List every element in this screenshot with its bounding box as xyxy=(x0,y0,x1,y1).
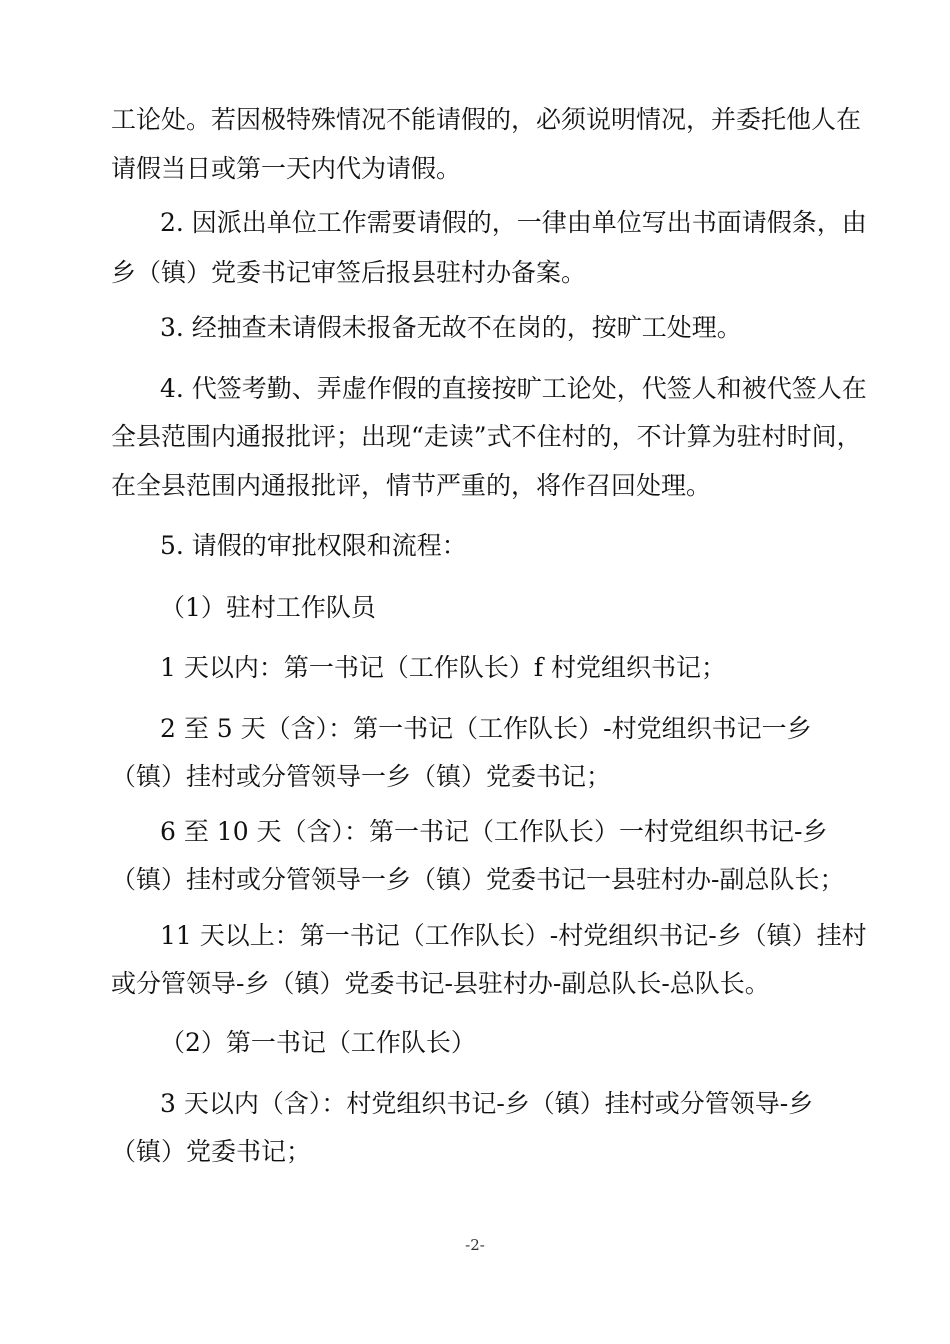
paragraph-line: 11 天以上：第一书记（工作队长）-村党组织书记-乡（镇）挂村 xyxy=(160,921,867,950)
page-number: -2- xyxy=(465,1236,485,1254)
paragraph-line: 1 天以内：第一书记（工作队长）f 村党组织书记； xyxy=(160,653,727,682)
paragraph-line: 乡（镇）党委书记审签后报县驻村办备案。 xyxy=(111,258,587,287)
paragraph-line: 2. 因派出单位工作需要请假的，一律由单位写出书面请假条，由 xyxy=(160,208,867,237)
paragraph-line: （1）驻村工作队员 xyxy=(160,593,376,622)
paragraph-line: 6 至 10 天（含）：第一书记（工作队长）一村党组织书记-乡 xyxy=(160,817,828,846)
paragraph-line: （镇）党委书记； xyxy=(111,1137,312,1166)
paragraph-line: 在全县范围内通报批评，情节严重的，将作召回处理。 xyxy=(111,471,712,500)
paragraph-line: 或分管领导-乡（镇）党委书记-县驻村办-副总队长-总队长。 xyxy=(111,969,770,998)
paragraph-line: （2）第一书记（工作队长） xyxy=(160,1028,476,1057)
paragraph-line: （镇）挂村或分管领导一乡（镇）党委书记一县驻村办-副总队长； xyxy=(111,865,845,894)
paragraph-line: 请假当日或第一天内代为请假。 xyxy=(111,154,462,183)
paragraph-line: 工论处。若因极特殊情况不能请假的，必须说明情况，并委托他人在 xyxy=(111,105,862,134)
paragraph-line: 5. 请假的审批权限和流程： xyxy=(160,531,467,560)
paragraph-line: 全县范围内通报批评；出现“走读”式不住村的，不计算为驻村时间， xyxy=(111,422,862,451)
paragraph-line: 3. 经抽查未请假未报备无故不在岗的，按旷工处理。 xyxy=(160,313,742,342)
paragraph-line: （镇）挂村或分管领导一乡（镇）党委书记； xyxy=(111,762,612,791)
paragraph-line: 4. 代签考勤、弄虚作假的直接按旷工论处，代签人和被代签人在 xyxy=(160,374,867,403)
paragraph-line: 3 天以内（含）：村党组织书记-乡（镇）挂村或分管领导-乡 xyxy=(160,1089,814,1118)
paragraph-line: 2 至 5 天（含）：第一书记（工作队长）-村党组织书记一乡 xyxy=(160,714,812,743)
